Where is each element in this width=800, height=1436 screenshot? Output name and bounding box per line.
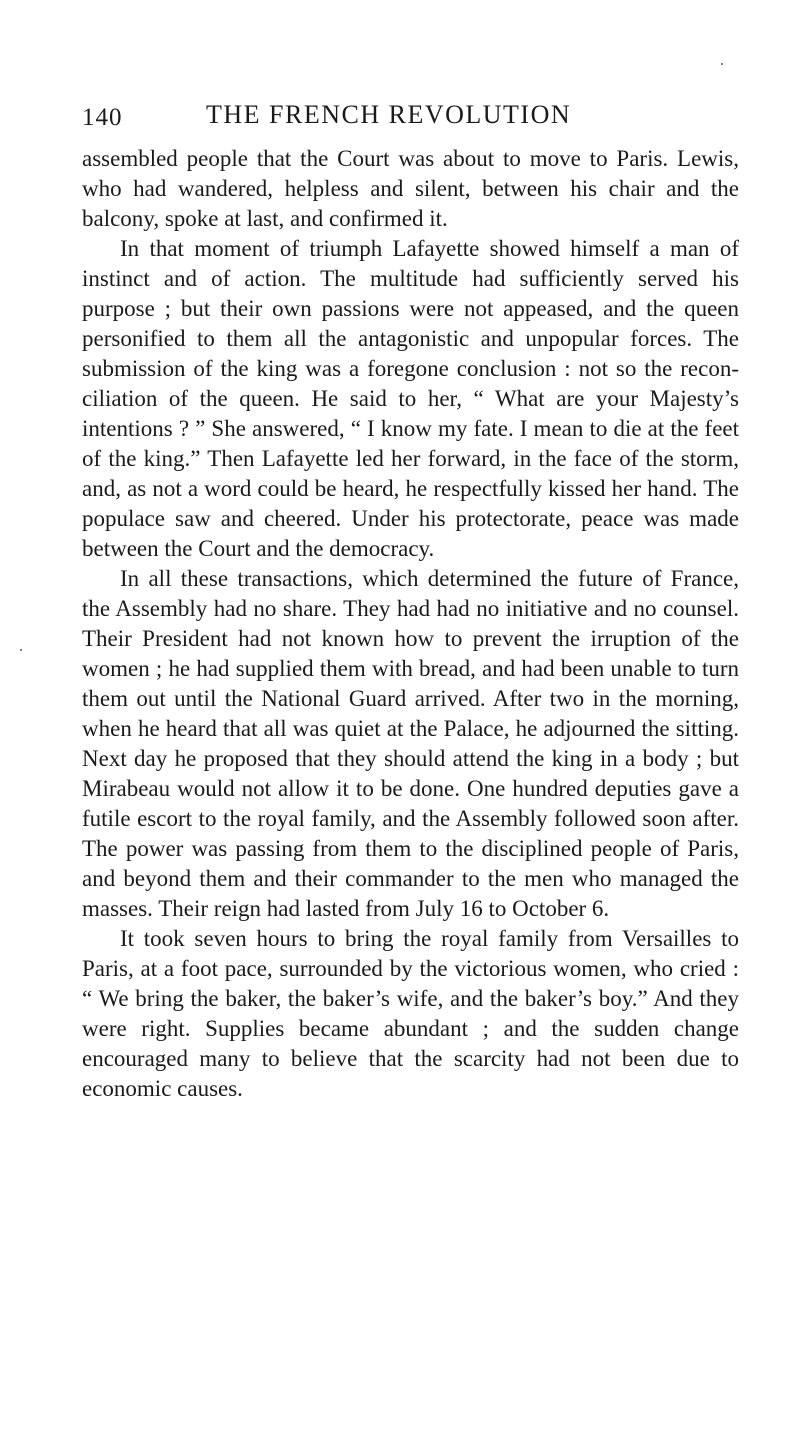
book-page <box>82 100 739 1104</box>
scan-speck-left-margin <box>20 649 22 651</box>
page-header <box>82 100 739 144</box>
paragraph-journey-to-paris: It took seven hours to bring the royal family from Versailles to Paris, at a foot pace, surrounded by the victorious women, who cried : “ We bring the baker, the baker’s wife, and the baker’s boy.” And they were right. Supplies became abundant ; and the sudden change encouraged many to believe that the scarcity had not been due to economic causes. <box>82 926 739 1101</box>
page-number: 140 <box>82 104 123 131</box>
paragraph-lafayette: In that moment of triumph Lafayette showed himself a man of instinct and of action. The multitude had sufficiently served his purpose ; but their own passions were not appeased, and the queen personified to them all the antagonistic and unpopular forces. The submission of the king was a foregone conclusion : not so the recon-ciliation of the queen. He said to her, “ What are your Majesty’s intentions ? ” She answered, “ I know my fate. I mean to die at the feet of the king.” Then Lafayette led her forward, in the face of the storm, and, as not a word could be heard, he respectfully kissed her hand. The populace saw and cheered. Under his protectorate, peace was made between the Court and the democracy. <box>82 236 739 561</box>
paragraph-continuation: assembled people that the Court was about to move to Paris. Lewis, who had wandered, helpless and silent, between his chair and the balcony, spoke at last, and confirmed it. <box>82 146 739 231</box>
scan-speck-top-right <box>721 63 723 65</box>
running-title: THE FRENCH REVOLUTION <box>206 100 572 129</box>
paragraph-assembly: In all these transactions, which determined the future of France, the Assembly had no share. They had had no initiative and no counsel. Their President had not known how to prevent the irruption of the women ; he had supplied them with bread, and had been unable to turn them out until the National Guard arrived. After two in the morning, when he heard that all was quiet at the Palace, he adjourned the sitting. Next day he proposed that they should attend the king in a body ; but Mirabeau would not allow it to be done. One hundred deputies gave a futile escort to the royal family, and the Assembly followed soon after. The power was passing from them to the disciplined people of Paris, and beyond them and their commander to the men who managed the masses. Their reign had lasted from July 16 to October 6. <box>82 566 739 921</box>
body-text <box>82 144 739 1104</box>
